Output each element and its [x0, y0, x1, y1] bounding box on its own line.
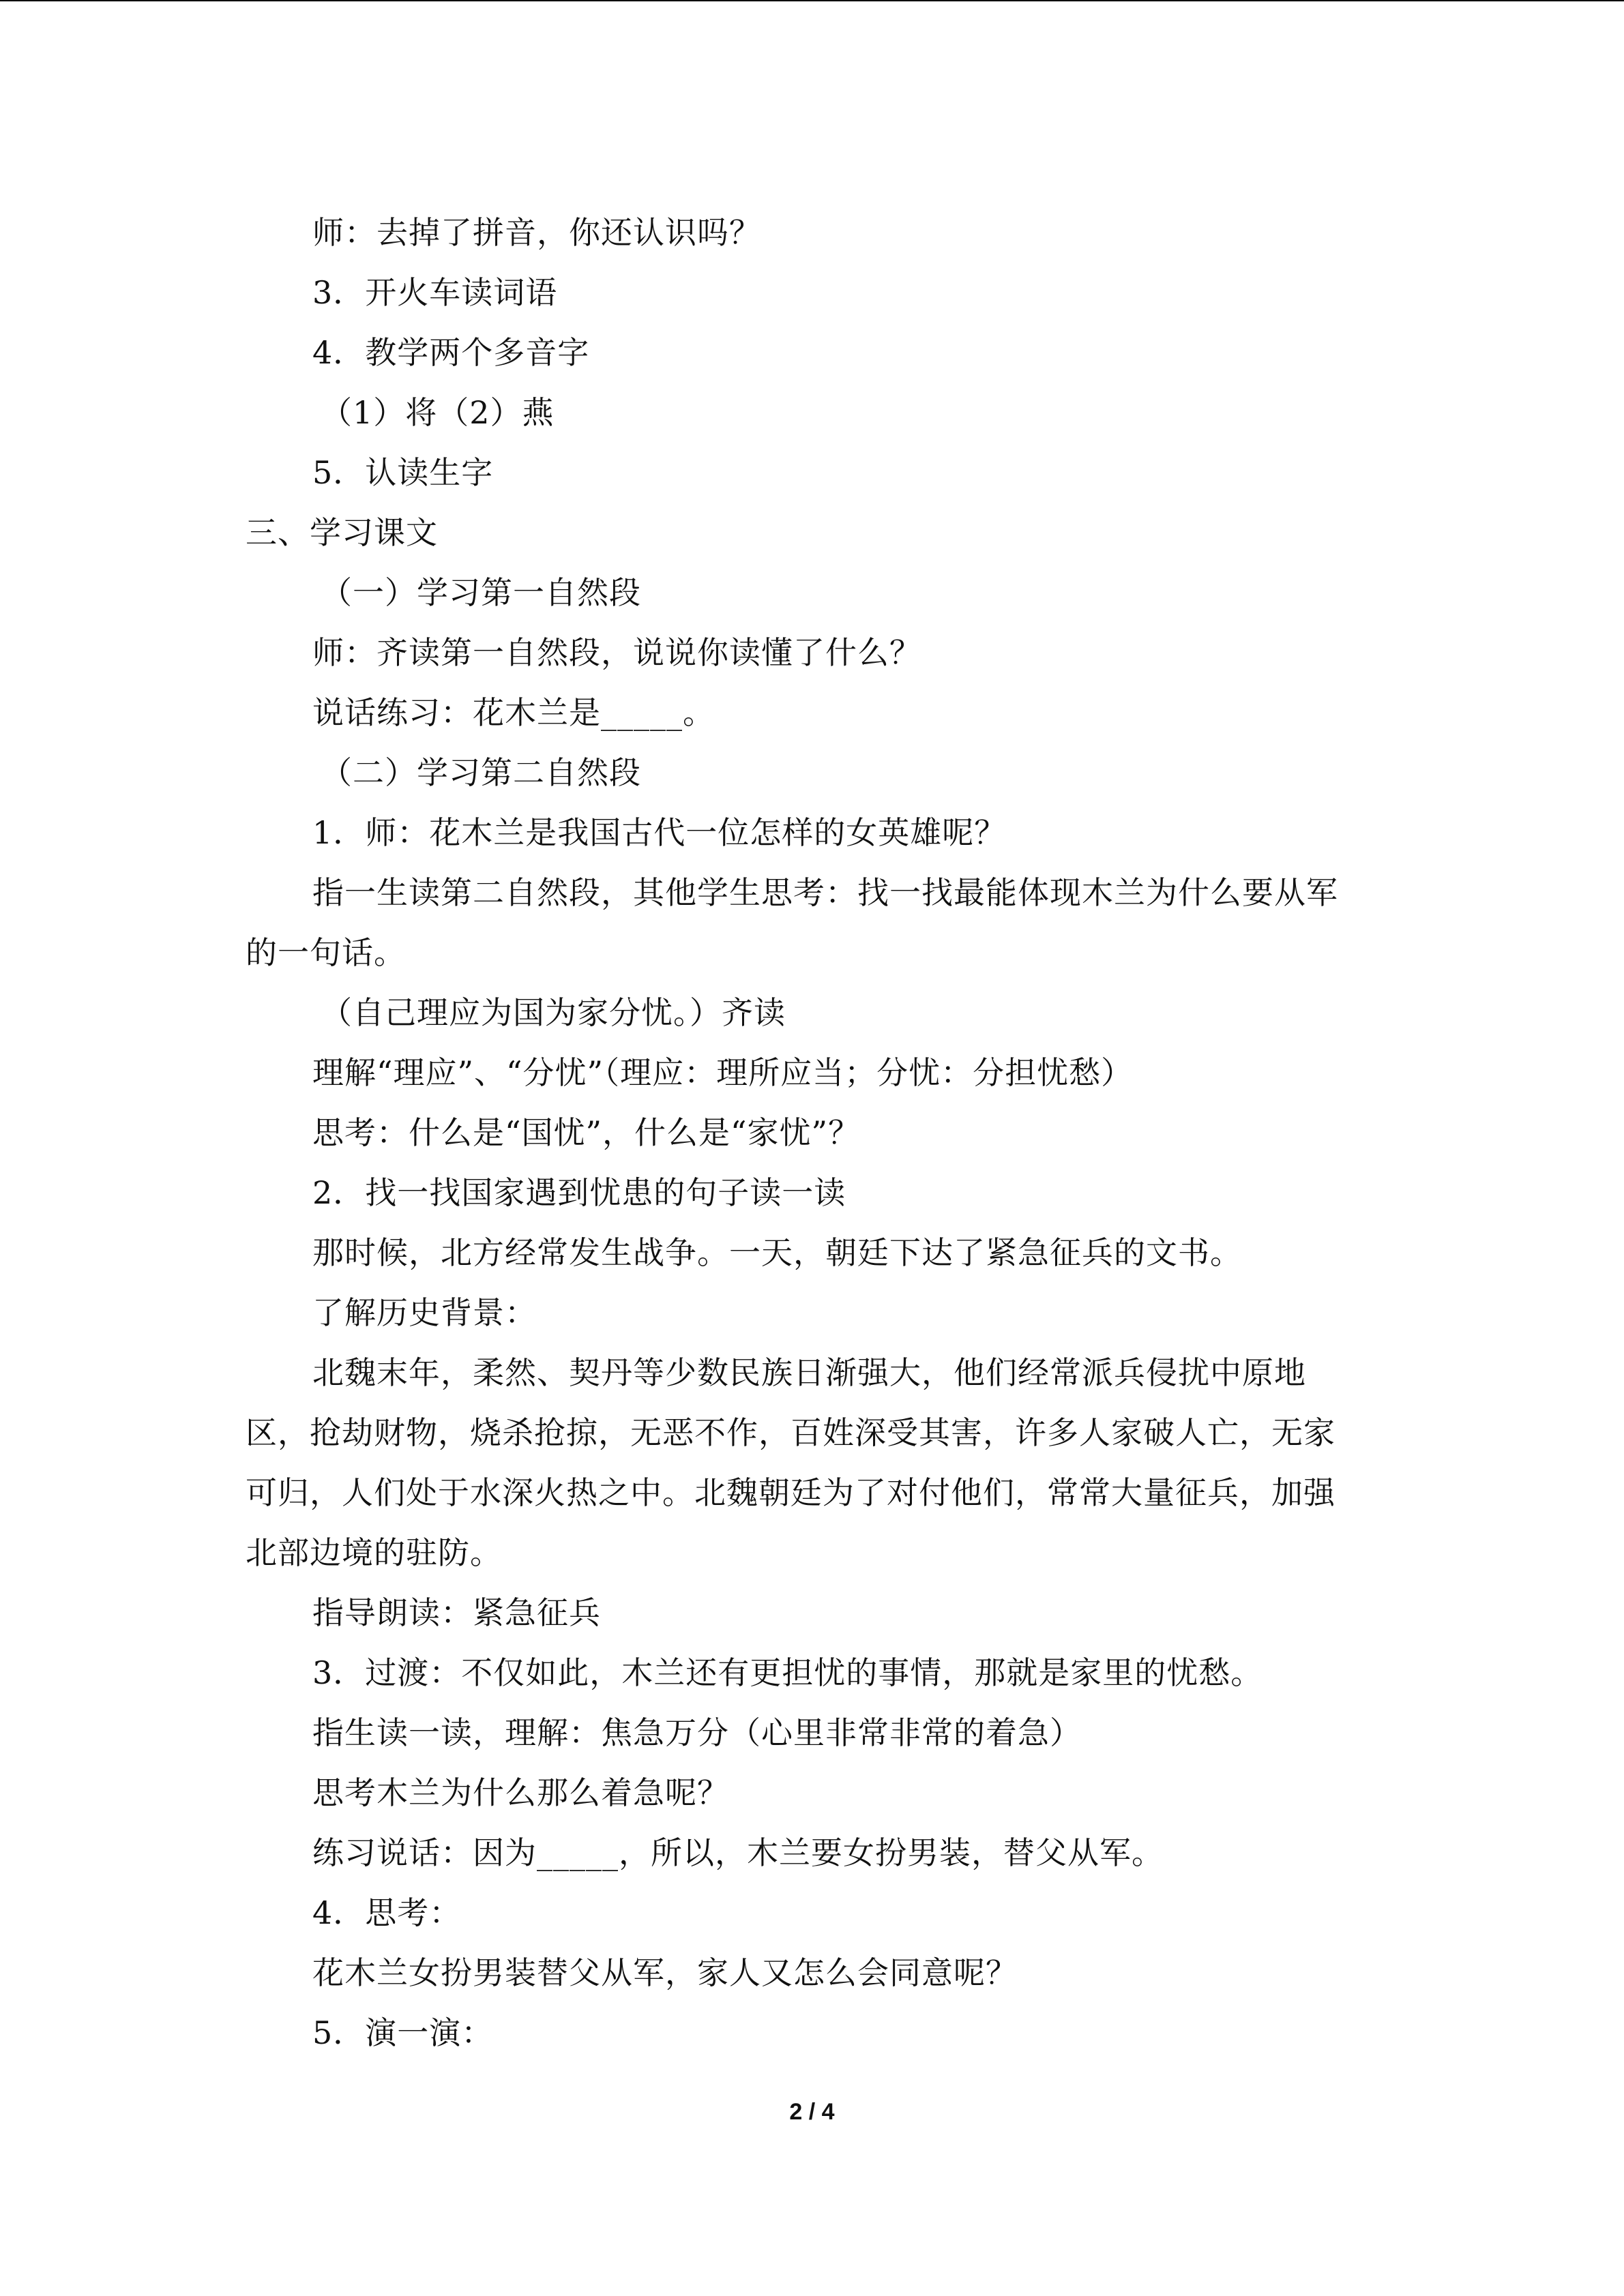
text-line: 那时候，北方经常发生战争。一天，朝廷下达了紧急征兵的文书。 [312, 1234, 1242, 1271]
text-line: 师：去掉了拼音，你还认识吗？ [312, 214, 761, 251]
text-line: 4．教学两个多音字 [312, 334, 590, 371]
text-line: （1）将（2）燕 [321, 394, 555, 431]
text-line: 理解“理应”、“分忧”（理应：理所应当；分忧：分担忧愁） [312, 1054, 1134, 1091]
text-line: 2．找一找国家遇到忧患的句子读一读 [312, 1174, 846, 1211]
top-border-line [0, 0, 1624, 1]
text-line: 思考：什么是“国忧”，什么是“家忧”？ [312, 1114, 861, 1151]
text-line: 了解历史背景： [312, 1294, 537, 1331]
text-line: 区，抢劫财物，烧杀抢掠，无恶不作，百姓深受其害，许多人家破人亡，无家 [246, 1414, 1335, 1451]
subsection-heading: （二）学习第二自然段 [321, 754, 641, 791]
text-line: 练习说话：因为_____，所以，木兰要女扮男装，替父从军。 [312, 1834, 1164, 1871]
text-line: 指导朗读：紧急征兵 [312, 1594, 601, 1631]
section-heading: 三、学习课文 [246, 514, 438, 551]
text-line: 1．师：花木兰是我国古代一位怎样的女英雄呢？ [312, 814, 1007, 851]
text-line: 5．演一演： [312, 2014, 494, 2051]
subsection-heading: （一）学习第一自然段 [321, 574, 641, 611]
text-line: 3．过渡：不仅如此，木兰还有更担忧的事情，那就是家里的忧愁。 [312, 1654, 1263, 1691]
text-line: 4．思考： [312, 1894, 462, 1931]
text-line: 说话练习：花木兰是_____。 [312, 694, 715, 731]
text-line: 花木兰女扮男装替父从军，家人又怎么会同意呢？ [312, 1954, 1018, 1991]
page-number: 2 / 4 [789, 2099, 835, 2125]
text-line: （自己理应为国为家分忧。）齐读 [321, 994, 786, 1031]
text-line: 可归，人们处于水深火热之中。北魏朝廷为了对付他们，常常大量征兵，加强 [246, 1474, 1335, 1511]
text-line: 的一句话。 [246, 934, 406, 971]
text-line: 思考木兰为什么那么着急呢？ [312, 1774, 729, 1811]
text-line: 指一生读第二自然段，其他学生思考：找一找最能体现木兰为什么要从军 [312, 874, 1338, 911]
text-line: 5．认读生字 [312, 454, 494, 491]
text-line: 3．开火车读词语 [312, 274, 558, 311]
text-line: 北魏末年，柔然、契丹等少数民族日渐强大，他们经常派兵侵扰中原地 [312, 1354, 1306, 1391]
text-line: 指生读一读，理解：焦急万分（心里非常非常的着急） [312, 1714, 1082, 1751]
text-line: 师：齐读第一自然段，说说你读懂了什么？ [312, 634, 921, 671]
text-line: 北部边境的驻防。 [246, 1534, 502, 1571]
